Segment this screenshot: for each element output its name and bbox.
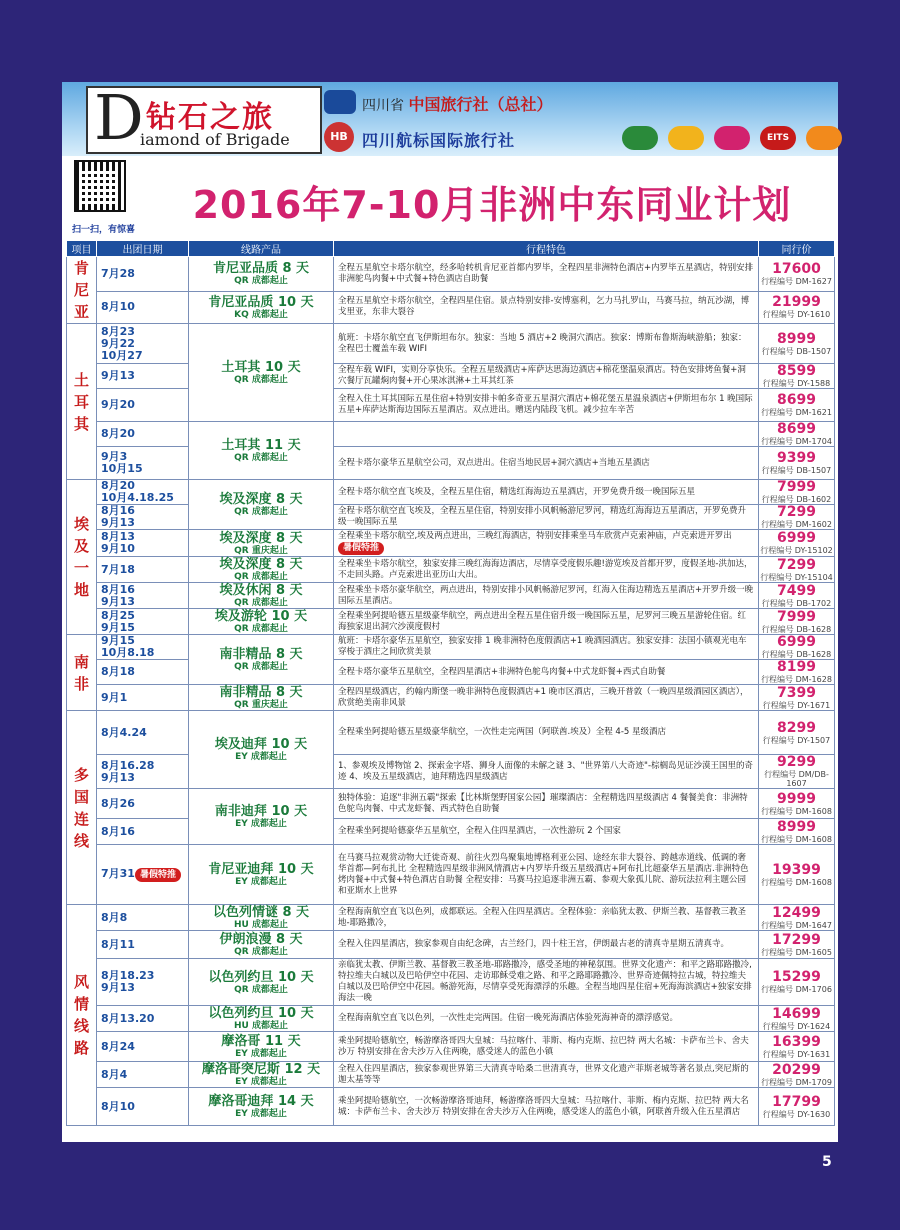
header-banner (62, 82, 838, 156)
price-value: 8199 (777, 659, 816, 675)
logo-cn: 钻石之旅 (146, 100, 274, 135)
product-name: 埃及游轮 10 天 (214, 609, 308, 624)
itinerary-code: 行程编号 DM-1709 (761, 1077, 832, 1087)
product-name: 南非迪拜 10 天 (214, 804, 308, 819)
logo-en: iamond of Brigade (140, 130, 290, 149)
table-row (67, 257, 835, 292)
departure-dates: 8月4 (97, 1062, 189, 1088)
table-row (67, 324, 835, 364)
table-header (67, 241, 835, 257)
itinerary-features: 全程乘坐阿提哈德五星级豪华航空，两点进出全程五星住宿升级一晚国际五星，尼罗河三晚五星游轮住宿。红海独家退出洞穴沙漠度假村 (334, 609, 759, 635)
itinerary-features: 全程卡塔尔豪华五星航空公司，双点进出。住宿当地民居+洞穴酒店+当地五星酒店 (334, 447, 759, 480)
region-cell: 土 耳 其 (67, 324, 97, 480)
price-cell (759, 660, 835, 685)
itinerary-features: 全程五星航空卡塔尔航空，全程四星住宿。景点特别安排-安博塞利，乞力马扎罗山，马赛马拉，纳瓦沙湖，博戈里亚，东非大裂谷 (334, 291, 759, 323)
table-row (67, 685, 835, 711)
price-cell (759, 422, 835, 447)
page-number: 5 (822, 1154, 832, 1170)
product-name: 肯尼亚迪拜 10 天 (208, 862, 314, 877)
product-cell[interactable] (189, 609, 334, 635)
departure-dates: 9月1 (97, 685, 189, 711)
product-cell[interactable] (189, 959, 334, 1006)
table-row (67, 480, 835, 505)
departure-dates: 9月13 (97, 364, 189, 389)
product-cell[interactable] (189, 324, 334, 422)
table-row (67, 1032, 835, 1062)
itinerary-features: 全程乘坐阿提哈德豪华五星航空，全程入住四星酒店，一次性游玩 2 个国家 (334, 819, 759, 845)
logo-letter: D (94, 81, 144, 154)
product-name: 以色列约旦 10 天 (208, 1006, 314, 1021)
itinerary-features: 全程乘坐卡塔尔豪华航空，两点进出，特别安排小风帆畅游尼罗河，红海入住海边精选五星酒店+开罗升级一晚国际五星酒店。 (334, 583, 759, 609)
table-row (67, 711, 835, 755)
price-value: 9399 (777, 450, 816, 466)
product-departure: QR 成都起止 (234, 947, 288, 957)
itinerary-code: 行程编号 DB-1702 (761, 598, 832, 608)
price-cell (759, 447, 835, 480)
itinerary-features: 全程五星航空卡塔尔航空，经多哈转机肯尼亚首都内罗毕，全程四星非洲特色酒店+内罗毕五星酒店，特别安排非洲鸵鸟肉餐+中式餐+特色酒店自助餐 (334, 257, 759, 292)
itinerary-features: 全程入住四星酒店，独家参观世界第三大清真寺哈桑二世清真寺，世界文化遗产菲斯老城等著名景点,突尼斯的迦太基等等 (334, 1062, 759, 1088)
col-header: 同行价 (759, 241, 835, 257)
table-row (67, 905, 835, 931)
itinerary-code: 行程编号 DB-1602 (761, 495, 832, 504)
price-value: 17299 (772, 931, 821, 948)
itinerary-code: 行程编号 DB-1507 (761, 466, 832, 475)
product-departure: HU 成都起止 (234, 920, 288, 930)
price-cell (759, 1062, 835, 1088)
table-row (67, 557, 835, 583)
product-departure: QR 成都起止 (234, 453, 288, 463)
table-row (67, 755, 835, 789)
itinerary-code: 行程编号 DY-15104 (760, 572, 833, 582)
region-cell: 埃 及 一 地 (67, 480, 97, 635)
qr-code-icon[interactable] (74, 160, 126, 212)
table-row (67, 1006, 835, 1032)
itinerary-code: 行程编号 DM-1608 (761, 877, 832, 887)
itinerary-code: 行程编号 DY-1610 (762, 310, 831, 320)
price-cell (759, 557, 835, 583)
product-departure: QR 重庆起止 (234, 700, 288, 710)
product-departure: QR 成都起止 (234, 572, 288, 582)
itinerary-features: 全程卡塔尔豪华五星航空，全程四星酒店+非洲特色鸵鸟肉餐+中式龙虾餐+西式自助餐 (334, 660, 759, 685)
price-value: 17799 (772, 1093, 821, 1110)
departure-dates: 8月16 9月13 (97, 583, 189, 609)
departure-dates: 8月4.24 (97, 711, 189, 755)
product-name: 土耳其 11 天 (221, 438, 301, 453)
product-departure: QR 成都起止 (234, 507, 288, 517)
product-name: 摩洛哥突尼斯 12 天 (201, 1062, 321, 1077)
table-row (67, 291, 835, 323)
itinerary-code: 行程编号 DB-1507 (761, 346, 832, 356)
price-cell (759, 583, 835, 609)
product-name: 以色列情谜 8 天 (212, 905, 310, 920)
product-name: 南非精品 8 天 (219, 685, 303, 700)
product-cell[interactable] (189, 291, 334, 323)
departure-dates: 8月24 (97, 1032, 189, 1062)
price-cell (759, 789, 835, 819)
price-cell (759, 685, 835, 711)
price-value: 16399 (772, 1033, 821, 1050)
departure-dates: 9月3 10月15 (97, 447, 189, 480)
itinerary-code: 行程编号 DM/DB-1607 (764, 770, 829, 788)
partner-logo-icon (622, 126, 658, 150)
itinerary-code: 行程编号 DM-1704 (761, 437, 832, 446)
price-cell (759, 711, 835, 755)
price-cell (759, 480, 835, 505)
departure-dates: 8月18.23 9月13 (97, 959, 189, 1006)
itinerary-features: 全程车载 WIFI，实则分享快乐。全程五星级酒店+库萨达思海边酒店+棉花堡温泉酒店。特色安排烤鱼餐+洞穴餐厅瓦罐焖肉餐+开心果冰淇淋+土耳其红茶 (334, 364, 759, 389)
price-value: 6999 (777, 530, 816, 546)
itinerary-features: 全程卡塔尔航空直飞埃及，全程五星住宿，特别安排小风帆畅游尼罗河，精选红海海边五星酒店，开罗免费升级一晚国际五星 (334, 505, 759, 530)
product-departure: QR 成都起止 (234, 662, 288, 672)
col-header: 行程特色 (334, 241, 759, 257)
departure-dates: 8月25 9月15 (97, 609, 189, 635)
cits-emblem-icon (324, 90, 356, 114)
departure-dates: 8月18 (97, 660, 189, 685)
itinerary-code: 行程编号 DY-15102 (760, 546, 833, 555)
product-cell[interactable] (189, 685, 334, 711)
itinerary-features: 乘坐阿提哈德航空，一次畅游摩洛哥迪拜，畅游摩洛哥四大皇城：马拉喀什、菲斯、梅内克斯、拉巴特 两大名城：卡萨布兰卡、舍夫沙万 特别安排在舍夫沙万入住两晚，感受迷人的蓝色小镇，阿联酋升级入住五星酒店 (334, 1088, 759, 1126)
price-cell (759, 389, 835, 422)
price-value: 21999 (772, 294, 821, 311)
product-name: 土耳其 10 天 (221, 360, 301, 375)
product-cell[interactable] (189, 530, 334, 557)
price-value: 8999 (777, 818, 816, 835)
price-value: 20299 (772, 1061, 821, 1078)
itinerary-features: 乘坐阿提哈德航空，畅游摩洛哥四大皇城：马拉喀什、菲斯、梅内克斯、拉巴特 两大名城：卡萨布兰卡、舍夫沙万 特别安排在舍夫沙万入住两晚，感受迷人的蓝色小镇 (334, 1032, 759, 1062)
departure-dates: 8月13 9月10 (97, 530, 189, 557)
itinerary-features: 亲临犹太教、伊斯兰教、基督教三教圣地-耶路撒冷，感受圣地的神秘氛围。世界文化遗产：和平之路耶路撒冷,特拉维夫白城以及巴哈伊空中花园、走访耶稣受难之路、和平之路耶路撒冷、世界奇迹佩特拉古城，特拉维夫白城以及巴哈伊空中花园。畅游死海，尽情享受死海漂浮的乐趣。全程当地四星住宿+死海海滨酒店+独家安排海法一晚 (334, 959, 759, 1006)
price-cell (759, 931, 835, 959)
price-value: 9999 (777, 790, 816, 807)
price-cell (759, 635, 835, 660)
departure-dates: 9月20 (97, 389, 189, 422)
product-cell[interactable] (189, 480, 334, 530)
product-name: 摩洛哥迪拜 14 天 (208, 1094, 314, 1109)
itinerary-features: 全程海南航空直飞以色列，成都联运。全程入住四星酒店。全程体验：亲临犹太教、伊斯兰教、基督教三教圣地-耶路撒冷， (334, 905, 759, 931)
page-title: 2016年7-10月非洲中东同业计划 (192, 183, 792, 227)
product-departure: QR 成都起止 (234, 624, 288, 634)
product-departure: HU 成都起止 (234, 1021, 288, 1031)
brochure-page (62, 82, 838, 1142)
departure-dates: 8月10 (97, 1088, 189, 1126)
itinerary-code: 行程编号 DY-1624 (762, 1021, 831, 1031)
itinerary-features: 航班：卡塔尔航空直飞伊斯坦布尔。独家：当地 5 酒店+2 晚洞穴酒店。独家：博斯布鲁斯海峡游船；独家：全程巴士覆盖车载 WIFI (334, 324, 759, 364)
price-cell (759, 364, 835, 389)
product-name: 埃及休闲 8 天 (219, 583, 303, 598)
price-value: 7399 (777, 684, 816, 701)
product-cell[interactable] (189, 789, 334, 845)
product-name: 肯尼亚品质 10 天 (208, 294, 314, 310)
price-value: 8699 (777, 392, 816, 408)
departure-dates: 8月16.28 9月13 (97, 755, 189, 789)
table-row (67, 447, 835, 480)
product-departure: EY 成都起止 (235, 819, 287, 829)
product-cell[interactable] (189, 583, 334, 609)
departure-dates: 8月20 (97, 422, 189, 447)
region-cell: 风 情 线 路 (67, 905, 97, 1126)
product-cell[interactable] (189, 635, 334, 685)
itinerary-features: 全程四星级酒店，约翰内斯堡一晚非洲特色度假酒店+1 晚市区酒店，三晚开普敦（一晚四星级酒园区酒店），欣赏绝美南非风景 (334, 685, 759, 711)
product-cell[interactable] (189, 845, 334, 905)
itinerary-code: 行程编号 DM-1602 (761, 520, 832, 529)
product-name: 埃及深度 8 天 (219, 557, 303, 572)
itinerary-code: 行程编号 DY-1507 (762, 735, 831, 745)
product-cell[interactable] (189, 1006, 334, 1032)
itinerary-features: 全程乘坐卡塔尔航空，独家安排三晚红海海边酒店，尽情享受度假乐趣!游览埃及首都开罗，度假圣地-洪加达，不走回头路。卢克索进出亚历山大出。 (334, 557, 759, 583)
product-cell[interactable] (189, 905, 334, 931)
product-name: 以色列约旦 10 天 (208, 969, 314, 985)
itinerary-code: 行程编号 DY-1631 (762, 1049, 831, 1059)
price-cell (759, 819, 835, 845)
itinerary-features: 全程海南航空直飞以色列，一次性走完两国。住宿一晚死海酒店体验死海神奇的漂浮感觉。 (334, 1006, 759, 1032)
table-row (67, 1088, 835, 1126)
itinerary-features: 独特体验：追逐"非洲五霸"探索【比林斯堡野国家公园】璀璨酒店：全程精选四星级酒店 4 餐餐美食：非洲特色鸵鸟肉餐、中式龙虾餐、西式特色自助餐 (334, 789, 759, 819)
partner-logo-icon (714, 126, 750, 150)
table-row (67, 931, 835, 959)
departure-dates: 8月13.20 (97, 1006, 189, 1032)
itinerary-features: 在马赛马拉观赏动物大迁徙奇观、前往火烈鸟聚集地博格利亚公园、途经东非大裂谷、跨越赤道线、低调的奢华首都—阿布扎比 全程精选四星级非洲风情酒店+内罗毕升级五星级酒店+阿布扎比超豪华五星酒店.非洲特色烤肉餐+中式餐+特色酒店自助餐 全程安排：马赛马拉追逐非洲五霸、参观大象孤儿院、游玩法拉利主题公园和亚斯水上世界 (334, 845, 759, 905)
price-value: 8599 (777, 363, 816, 379)
product-departure: QR 成都起止 (234, 598, 288, 608)
departure-dates: 7月28 (97, 257, 189, 292)
itinerary-code: 行程编号 DY-1630 (762, 1109, 831, 1119)
partner-logo-icon (806, 126, 842, 150)
itinerary-features: 全程入住四星酒店，独家参观自由纪念碑，古兰经门，四十柱王宫，伊朗最古老的清真寺星期五清真寺。 (334, 931, 759, 959)
table-row (67, 1062, 835, 1088)
price-cell (759, 324, 835, 364)
departure-dates: 8月16 9月13 (97, 505, 189, 530)
product-cell[interactable] (189, 422, 334, 480)
product-cell[interactable] (189, 557, 334, 583)
price-cell (759, 959, 835, 1006)
departure-dates: 8月10 (97, 291, 189, 323)
price-value: 12499 (772, 904, 821, 921)
product-name: 埃及深度 8 天 (219, 530, 303, 546)
departure-dates: 7月18 (97, 557, 189, 583)
itinerary-features: 1、参观埃及博物馆 2、探索金字塔、狮身人面像的未解之谜 3、"世界第八大奇迹"-棕榈岛见证沙漠王国里的奇迹 4、埃及五星级酒店，迪拜精选四星级酒店 (334, 755, 759, 789)
product-cell[interactable] (189, 1088, 334, 1126)
price-value: 7999 (777, 479, 816, 495)
product-departure: EY 成都起止 (235, 1077, 287, 1087)
itinerary-features: 航班：卡塔尔豪华五星航空，独家安排 1 晚非洲特色度假酒店+1 晚酒园酒店。独家安排：法国小镇观光电车穿梭于酒庄之间欣赏美景 (334, 635, 759, 660)
promo-badge: 暑假特推 (338, 542, 384, 555)
table-row (67, 609, 835, 635)
price-cell (759, 1006, 835, 1032)
product-name: 摩洛哥 11 天 (221, 1034, 301, 1049)
mascot-icon (668, 126, 704, 150)
table-row (67, 845, 835, 905)
price-value: 7299 (777, 504, 816, 520)
product-cell[interactable] (189, 931, 334, 959)
product-departure: EY 成都起止 (235, 1109, 287, 1119)
agency2-name: 四川航标国际旅行社 (362, 131, 516, 150)
product-departure: QR 成都起止 (234, 375, 288, 385)
table-row (67, 422, 835, 447)
itinerary-code: 行程编号 DM-1628 (761, 675, 832, 684)
product-departure: EY 成都起止 (235, 752, 287, 762)
departure-dates: 9月15 10月8.18 (97, 635, 189, 660)
departure-dates: 7月31 暑假特推 (97, 845, 189, 905)
table-row (67, 505, 835, 530)
logo (86, 81, 322, 154)
product-name: 埃及深度 8 天 (219, 492, 303, 507)
itinerary-features (334, 422, 759, 447)
price-cell (759, 1032, 835, 1062)
product-departure: EY 成都起止 (235, 1049, 287, 1059)
itinerary-features: 全程乘坐阿提哈德五星级豪华航空，一次性走完两国（阿联酋.埃及）全程 4-5 星级酒店 (334, 711, 759, 755)
price-value: 17600 (772, 260, 821, 277)
price-value: 7299 (777, 556, 816, 573)
table-row (67, 530, 835, 557)
price-cell (759, 530, 835, 557)
price-value: 15299 (772, 969, 821, 985)
product-name: 伊朗浪漫 8 天 (219, 932, 303, 947)
itinerary-code: 行程编号 DM-1627 (761, 276, 832, 286)
product-departure: QR 成都起止 (234, 984, 288, 995)
region-cell: 多 国 连 线 (67, 711, 97, 905)
table-row (67, 364, 835, 389)
price-value: 8999 (777, 330, 816, 347)
departure-dates: 8月16 (97, 819, 189, 845)
price-cell (759, 755, 835, 789)
departure-dates: 8月26 (97, 789, 189, 819)
departure-dates: 8月23 9月22 10月27 (97, 324, 189, 364)
price-value: 9299 (777, 754, 816, 770)
product-name: 埃及迪拜 10 天 (214, 737, 308, 752)
itinerary-code: 行程编号 DY-1671 (762, 700, 831, 710)
price-cell (759, 257, 835, 292)
price-value: 7499 (777, 582, 816, 599)
region-cell: 南 非 (67, 635, 97, 711)
price-value: 19399 (772, 861, 821, 878)
product-departure: EY 成都起止 (235, 877, 287, 887)
product-cell[interactable] (189, 1032, 334, 1062)
itinerary-features: 全程乘坐卡塔尔航空,埃及两点进出，三晚红海酒店，特别安排乘坐马车欣赏卢克索神庙，卢克索进开罗出暑假特推 (334, 530, 759, 557)
departure-dates: 8月8 (97, 905, 189, 931)
product-departure: QR 重庆起止 (234, 545, 288, 556)
price-value: 8299 (777, 719, 816, 736)
hb-emblem-icon: HB (324, 122, 354, 152)
itinerary-code: 行程编号 DM-1706 (761, 985, 832, 994)
col-header: 线路产品 (189, 241, 334, 257)
col-header: 项目 (67, 241, 97, 257)
price-cell (759, 291, 835, 323)
price-cell (759, 1088, 835, 1126)
itinerary-code: 行程编号 DM-1647 (761, 920, 832, 930)
product-name: 南非精品 8 天 (219, 647, 303, 662)
eits-logo-icon: EITS (760, 126, 796, 150)
itinerary-code: 行程编号 DB-1628 (761, 650, 832, 659)
table-row (67, 660, 835, 685)
agency-name: 四川省 中国旅行社（总社） (362, 95, 553, 114)
table-row (67, 819, 835, 845)
table-row (67, 959, 835, 1006)
itinerary-code: 行程编号 DM-1608 (761, 834, 832, 844)
product-cell[interactable] (189, 257, 334, 292)
price-cell (759, 505, 835, 530)
product-departure: KQ 成都起止 (234, 309, 288, 320)
partner-logos (622, 126, 842, 150)
product-cell[interactable] (189, 1062, 334, 1088)
price-cell (759, 845, 835, 905)
departure-dates: 8月11 (97, 931, 189, 959)
price-value: 8699 (777, 421, 816, 437)
promo-badge: 暑假特推 (135, 868, 181, 882)
price-value: 7999 (777, 608, 816, 625)
table-row (67, 583, 835, 609)
table-row (67, 635, 835, 660)
product-departure: QR 成都起止 (234, 276, 288, 287)
itinerary-features: 全程入住土耳其国际五星住宿+特别安排卡帕多奇亚五星洞穴酒店+棉花堡五星温泉酒店+伊斯坦布尔 1 晚国际五星+库萨达斯海边国际五星酒店。双点进出。赠送内陆段飞机。减少拉车辛苦 (334, 389, 759, 422)
itinerary-features: 全程卡塔尔航空直飞埃及，全程五星住宿，精选红海海边五星酒店，开罗免费升级一晚国际五星 (334, 480, 759, 505)
product-cell[interactable] (189, 711, 334, 789)
table-row (67, 389, 835, 422)
col-header: 出团日期 (97, 241, 189, 257)
itinerary-code: 行程编号 DB-1628 (761, 624, 832, 634)
price-value: 6999 (777, 634, 816, 650)
departure-dates: 8月20 10月4.18.25 (97, 480, 189, 505)
itinerary-code: 行程编号 DY-1588 (762, 379, 831, 388)
table-row (67, 789, 835, 819)
product-name: 肯尼亚品质 8 天 (212, 261, 310, 277)
price-value: 14699 (772, 1005, 821, 1022)
qr-label: 扫一扫，有惊喜 (72, 225, 136, 235)
itinerary-table (66, 240, 835, 1126)
itinerary-code: 行程编号 DM-1605 (761, 947, 832, 957)
itinerary-code: 行程编号 DM-1621 (761, 408, 832, 417)
region-cell: 肯 尼 亚 (67, 257, 97, 324)
price-cell (759, 609, 835, 635)
itinerary-code: 行程编号 DM-1608 (761, 806, 832, 816)
price-cell (759, 905, 835, 931)
